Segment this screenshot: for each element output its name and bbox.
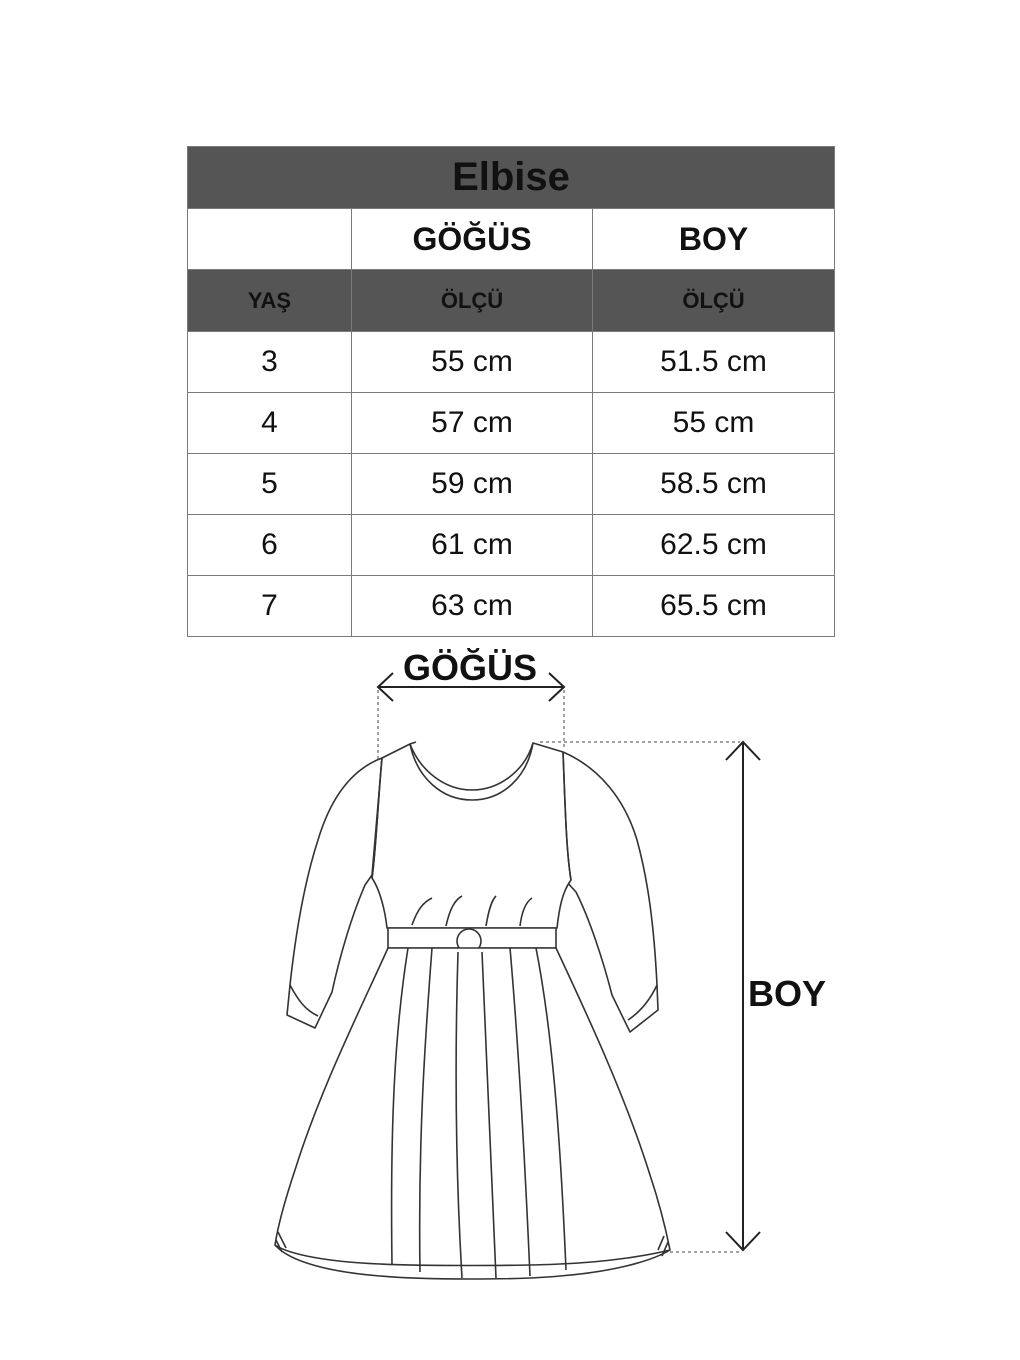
age-cell: 3 [188, 332, 352, 393]
age-cell: 7 [188, 576, 352, 637]
age-cell: 6 [188, 515, 352, 576]
chest-cell: 63 cm [352, 576, 593, 637]
subheader-chest-unit: ÖLÇÜ [352, 270, 593, 332]
length-measure-label: BOY [747, 973, 827, 1014]
chest-measure-label: GÖĞÜS [402, 647, 538, 688]
length-cell: 51.5 cm [593, 332, 835, 393]
chest-cell: 55 cm [352, 332, 593, 393]
length-cell: 62.5 cm [593, 515, 835, 576]
chest-cell: 57 cm [352, 393, 593, 454]
dress-illustration [275, 742, 670, 1279]
table-title: Elbise [188, 147, 835, 209]
subheader-length-unit: ÖLÇÜ [593, 270, 835, 332]
length-cell: 65.5 cm [593, 576, 835, 637]
length-cell: 58.5 cm [593, 454, 835, 515]
chest-cell: 59 cm [352, 454, 593, 515]
age-cell: 4 [188, 393, 352, 454]
subheader-age: YAŞ [188, 270, 352, 332]
chest-cell: 61 cm [352, 515, 593, 576]
age-cell: 5 [188, 454, 352, 515]
length-cell: 55 cm [593, 393, 835, 454]
header-length: BOY [593, 209, 835, 270]
header-chest: GÖĞÜS [352, 209, 593, 270]
